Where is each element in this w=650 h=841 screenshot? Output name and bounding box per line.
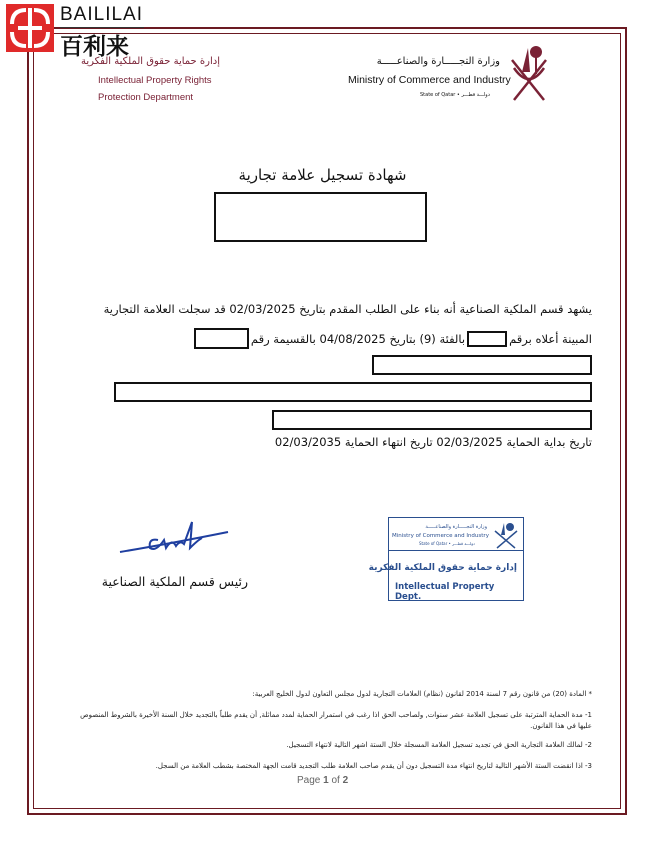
stamp-ministry-en: Ministry of Commerce and Industry	[392, 533, 489, 539]
receipt-number-box	[194, 328, 249, 349]
page-total: 2	[342, 775, 349, 786]
stamp-state: State of Qatar • دولـــة قطـــر	[419, 541, 475, 546]
stamp-dept-en: Intellectual Property Dept.	[395, 582, 495, 602]
goods-services-box	[272, 410, 592, 430]
page-of: of	[331, 775, 340, 786]
stamp-divider	[389, 550, 523, 551]
official-stamp	[368, 517, 524, 602]
ministry-name-ar: وزارة التجـــــارة والصناعـــــة	[376, 56, 500, 67]
baililai-logo-icon	[6, 4, 54, 52]
dept-name-en-2: Protection Department	[98, 92, 194, 103]
certificate-title: شهادة تسجيل علامة تجارية	[238, 166, 407, 184]
footer-item-3: 3- اذا انقضت الستة الأشهر التالية لتاريخ انتهاء مدة التسجيل دون أن يقدم صاحب العلامة طلب التجديد قامت الجهة المختصة بشطب العلامة من السجل.	[155, 762, 592, 770]
footer-intro: * المادة (20) من قانون رقم 7 لسنة 2014 لقانون (نظام) العلامات التجارية لدول مجلس التعاون لدول الخليج العربية:	[252, 690, 592, 698]
page-current: 1	[323, 775, 329, 786]
trademark-image-placeholder	[214, 192, 427, 242]
owner-address-box	[114, 382, 592, 402]
body-line-1: يشهد قسم الملكية الصناعية أنه بناء على الطلب المقدم بتاريخ 02/03/2025 قد سجلت العلامة التجارية	[103, 302, 592, 316]
qatar-emblem-icon	[508, 38, 550, 108]
body-line-2	[194, 328, 592, 349]
state-of-qatar: State of Qatar • دولـــة قطـــر	[420, 92, 490, 98]
ministry-name-en: Ministry of Commerce and Industry	[348, 74, 511, 86]
signature-image	[118, 518, 230, 562]
dept-name-en-1: Intellectual Property Rights	[98, 75, 212, 86]
body-line-2b: بالفئة (9) بتاريخ 04/08/2025 بالقسيمة رقم	[250, 331, 466, 346]
protection-dates: تاريخ بداية الحماية 02/03/2025 تاريخ انتهاء الحماية 02/03/2035	[274, 435, 592, 449]
footer-item-1: 1- مدة الحماية المترتبة على تسجيل العلامة عشر سنوات, ولصاحب الحق اذا رغب في استمرار الحماية لمدد مماثلة, أن يقدم طلباً بالتجديد خلال السنة الأخيرة بالشروط المنصوص عليها في هذا القانون.	[80, 711, 592, 730]
registration-number-box	[467, 331, 507, 347]
page-label: Page	[297, 775, 321, 786]
stamp-emblem-icon	[493, 521, 519, 553]
logo-brand-cn: 百利来	[60, 34, 129, 60]
stamp-dept-ar: إدارة حماية حقوق الملكية الفكرية	[368, 563, 517, 573]
dept-name-ar: إدارة حماية حقوق الملكية الفكرية	[81, 56, 220, 67]
page-number	[297, 775, 348, 786]
body-line-2a: المبينة أعلاه برقم	[509, 331, 592, 346]
owner-name-box	[372, 355, 592, 375]
stamp-ministry-ar: وزارة التجـــــارة والصناعـــــة	[425, 524, 487, 530]
logo-brand-en: BAILILAI	[60, 4, 143, 25]
footer-item-2: 2- لمالك العلامة التجارية الحق في تجديد تسجيل العلامة المسجلة خلال الستة اشهر التالية لانتهاء التسجيل.	[286, 741, 592, 749]
signatory-title: رئيس قسم الملكية الصناعية	[101, 574, 248, 589]
